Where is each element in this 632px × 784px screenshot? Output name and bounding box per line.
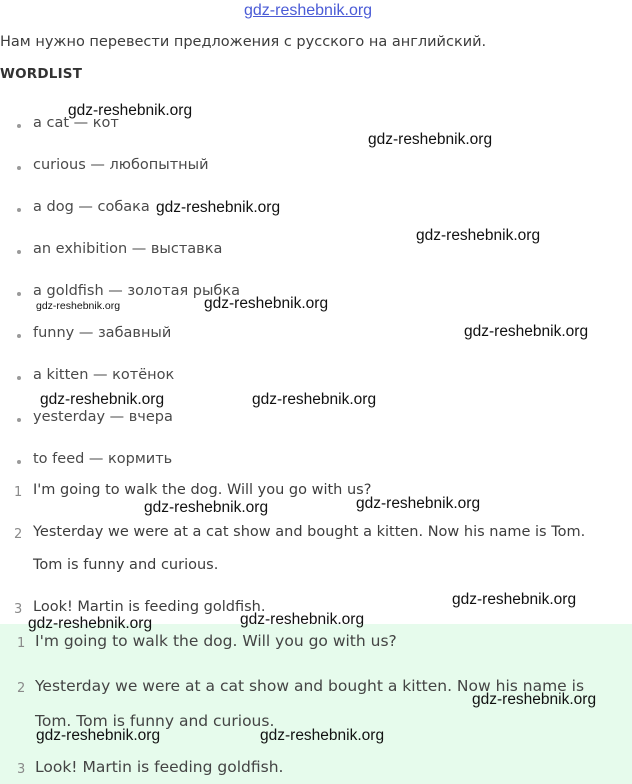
watermark: gdz-reshebnik.org xyxy=(68,102,193,119)
watermark: gdz-reshebnik.org xyxy=(464,323,589,340)
watermark: gdz-reshebnik.org xyxy=(40,391,165,408)
wordlist-item-text: an exhibition — выставка xyxy=(33,241,223,257)
watermark: gdz-reshebnik.org xyxy=(240,611,365,628)
bullet-icon xyxy=(17,418,21,422)
bullet-icon xyxy=(17,166,21,170)
bullet-icon xyxy=(17,124,21,128)
sentence-number: 3 xyxy=(14,602,23,617)
sentence-text: I'm going to walk the dog. Will you go with us? xyxy=(33,482,372,498)
header-site-link[interactable]: gdz-reshebnik.org xyxy=(244,2,373,19)
answer-number: 3 xyxy=(17,762,26,777)
wordlist-item-text: a kitten — котёнок xyxy=(33,367,175,383)
sentence-number: 1 xyxy=(14,485,23,500)
answer-text: I'm going to walk the dog. Will you go with us? xyxy=(35,632,397,650)
wordlist-item-text: a dog — собака xyxy=(33,199,150,215)
sentence-text: Tom is funny and curious. xyxy=(33,557,219,573)
wordlist-item-text: funny — забавный xyxy=(33,325,172,341)
wordlist-item-text: yesterday — вчера xyxy=(33,409,173,425)
watermark: gdz-reshebnik.org xyxy=(28,615,153,632)
watermark: gdz-reshebnik.org xyxy=(36,300,121,312)
watermark: gdz-reshebnik.org xyxy=(416,227,541,244)
wordlist-item-text: curious — любопытный xyxy=(33,157,209,173)
sentence-text: Yesterday we were at a cat show and bought a kitten. Now his name is Tom. xyxy=(33,524,586,540)
wordlist-item-text: a cat — кот xyxy=(33,115,119,131)
watermark: gdz-reshebnik.org xyxy=(156,199,281,216)
bullet-icon xyxy=(17,460,21,464)
sentence-number: 2 xyxy=(14,527,23,542)
bullet-icon xyxy=(17,376,21,380)
bullet-icon xyxy=(17,334,21,338)
watermark: gdz-reshebnik.org xyxy=(368,131,493,148)
watermark: gdz-reshebnik.org xyxy=(472,691,597,708)
watermark: gdz-reshebnik.org xyxy=(36,727,161,744)
bullet-icon xyxy=(17,292,21,296)
watermark: gdz-reshebnik.org xyxy=(204,295,329,312)
intro-text: Нам нужно перевести предложения с русского на английский. xyxy=(0,34,487,50)
answer-number: 1 xyxy=(17,636,26,651)
sentence-text: Look! Martin is feeding goldfish. xyxy=(33,599,266,615)
answer-text: Look! Martin is feeding goldfish. xyxy=(35,758,284,776)
bullet-icon xyxy=(17,208,21,212)
bullet-icon xyxy=(17,250,21,254)
wordlist-title: WORDLIST xyxy=(0,66,83,82)
wordlist-item-text: a goldfish — золотая рыбка xyxy=(33,283,241,299)
watermark: gdz-reshebnik.org xyxy=(452,591,577,608)
watermark: gdz-reshebnik.org xyxy=(252,391,377,408)
answer-number: 2 xyxy=(17,681,26,696)
wordlist-item-text: to feed — кормить xyxy=(33,451,173,467)
watermark: gdz-reshebnik.org xyxy=(356,495,481,512)
answer-text: Tom. Tom is funny and curious. xyxy=(35,712,275,730)
watermark: gdz-reshebnik.org xyxy=(260,727,385,744)
answer-text: Yesterday we were at a cat show and bought a kitten. Now his name is xyxy=(35,677,585,695)
watermark: gdz-reshebnik.org xyxy=(144,499,269,516)
